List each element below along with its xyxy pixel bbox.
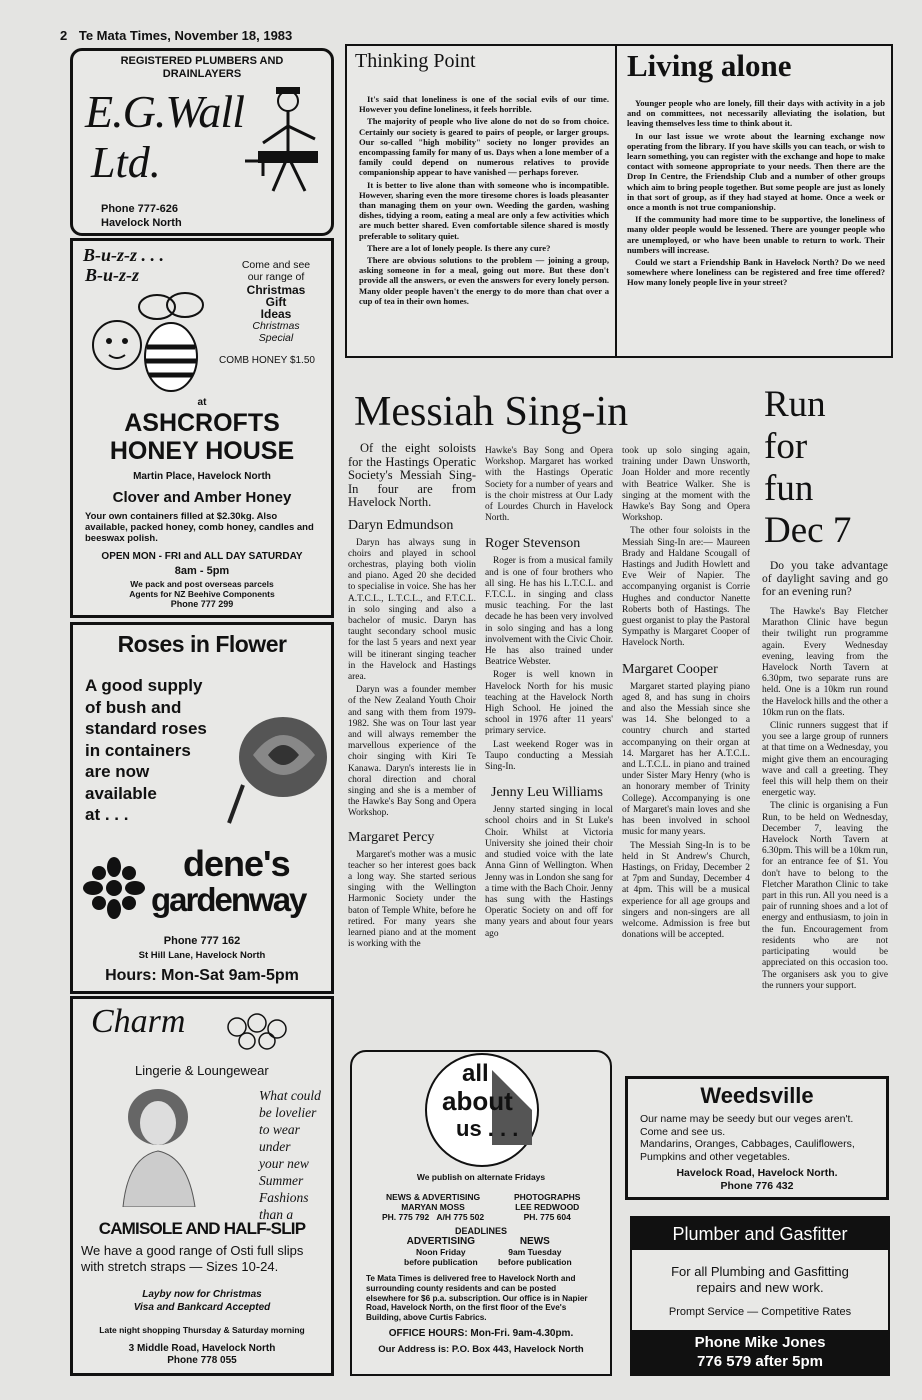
about-us-box bbox=[350, 1050, 612, 1376]
honey-ideas: Ideas bbox=[260, 307, 292, 321]
run-lead: Do you take advantage of daylight saving and go for an evening run? bbox=[762, 560, 888, 598]
honey-christmas: Christmas bbox=[246, 283, 306, 297]
charm-body: We have a good range of Osti full slips with stretch straps — Sizes 10-24. bbox=[81, 1243, 304, 1274]
living-para: If the community had more time to be supportive, the loneliness of many older people would be lessened. There are younger people who are unemployed, or who have been unable to return to work. Their numbers will increase. bbox=[627, 214, 885, 255]
living-para: Could we start a Friendship Bank in Havelock North? Do we need somewhere where loneliness can be registered and free time offered? How many lonely people live in your street? bbox=[627, 257, 885, 288]
living-title: Living alone bbox=[627, 48, 792, 83]
charm-layby: Layby now for Christmas bbox=[142, 1289, 262, 1300]
about-adv-time: Noon Friday bbox=[416, 1247, 466, 1257]
ad-denes-gardenway bbox=[70, 622, 334, 994]
messiah-column-1 bbox=[348, 442, 476, 952]
roses-line: standard roses bbox=[85, 719, 207, 738]
woman-photo bbox=[103, 1087, 213, 1207]
about-adv-block bbox=[404, 1237, 478, 1267]
about-alternate: We publish on alternate Fridays bbox=[416, 1172, 546, 1182]
col3-para: The other four soloists in the Messiah Sing-In are:— Maureen Brady and Haldane Scougall of Hastings and Judith Howlett and Eve Weir of Napier. The accompanying organist is Corrie Hughes and conductor Nanette Roberts both of Hastings. The guest organist to play the Pastoral Sympathy is Margaret Cooper of Havelock North. bbox=[622, 526, 750, 649]
weeds-line: Pumpkins and other vegetables. bbox=[640, 1150, 791, 1163]
daryn-para: Daryn was a founder member of the New Zealand Youth Choir and sang with them from 1979-1982. She was on Tour last year and will always remember the marvellous experience of the choir singing with Kiri Te Kanawa. Daryn's interests lie in choral direction and choral singing and she is a member of the Hawke's Bay Song and Opera Workshop. bbox=[348, 685, 476, 819]
messiah-headline: Messiah Sing-in bbox=[354, 389, 629, 435]
thinking-para: It's said that loneliness is one of the social evils of our time. However you define loneliness, it feels horrible. bbox=[359, 94, 609, 115]
weeds-line: Our name may be seedy but our veges aren't. bbox=[640, 1113, 854, 1125]
run-headline-line: fun bbox=[764, 468, 814, 509]
wall-place: Havelock North bbox=[101, 217, 182, 229]
charm-headline: CAMISOLE AND HALF-SLIP bbox=[98, 1219, 306, 1238]
run-headline-line: Run bbox=[764, 384, 826, 425]
cooper-para: The Messiah Sing-In is to be held in St Andrew's Church, Hastings, on Friday, December 2 at 7pm and Sunday, December 4 at 4pm. This will be a musical experience for all age groups and singers and non-singers are all welcome. Admission is free but donations will be accepted. bbox=[622, 840, 750, 941]
bee-illustration bbox=[79, 287, 209, 407]
thinking-para: It is better to live alone than with someone who is incompatible. However, sharing even the more tiresome chores is loads pleasanter than managing them on your own. Weeding the garden, washing dishes, tidying a room, eating a meal are only a few activities which are much better shared. Even comfortable silence shared is mostly preferable to solitary quiet. bbox=[359, 179, 609, 241]
plumber-line1: For all Plumbing and Gasfitting bbox=[671, 1264, 849, 1279]
plumber-title-bar bbox=[632, 1218, 888, 1250]
cooper-para: Margaret started playing piano aged 8, and has sung in choirs and also the Messiah since she was 14. She belonged to a country church and started accompanying on their organ at 14. Margaret has her A.T.C.L. and L.T.C.L. in piano and trained under Sister Mary Henry (who is an honorary member of Trinity College). Accompanying is one of Margaret's main loves and she has been involved in school music for many years. bbox=[622, 681, 750, 838]
wall-top-line1: REGISTERED PLUMBERS AND bbox=[120, 55, 284, 67]
charm-script bbox=[259, 1087, 331, 1223]
plumber-figure-illustration bbox=[243, 81, 333, 201]
charm-script-line: be lovelier bbox=[259, 1105, 317, 1120]
honey-product: Clover and Amber Honey bbox=[112, 489, 292, 506]
honey-intro-line1: Come and see bbox=[241, 259, 311, 271]
messiah-column-2 bbox=[485, 446, 613, 942]
honey-hours: 8am - 5pm bbox=[174, 565, 230, 577]
ad-plumber-gasfitter bbox=[630, 1216, 890, 1376]
buzz-line1: B-u-z-z . . . bbox=[83, 245, 165, 265]
wall-ltd: Ltd. bbox=[91, 138, 161, 187]
roger-para: Roger is well known in Havelock North for his music teaching at the Havelock North High School. He joined the school in 1976 after 11 years' primary service. bbox=[485, 670, 613, 737]
plumber-phone2: 776 579 after 5pm bbox=[697, 1353, 823, 1370]
living-para: Younger people who are lonely, fill their days with activity in a job and on committees, not necessarily alleviating the isolation, but leaving themselves less time to think about it. bbox=[627, 98, 885, 129]
honey-phone: Phone 777 299 bbox=[170, 599, 234, 609]
charm-script-line: Summer bbox=[259, 1173, 304, 1188]
thinking-para: There are obvious solutions to the problem — joining a group, asking someone in for a meal, going out more. But these don't provide all the answers, or even the answers for every lonely person. Many older people haven't the energy to do more than chat over a cup of tea in their own homes. bbox=[359, 255, 609, 306]
about-news-phone: PH. 775 792 bbox=[382, 1212, 430, 1222]
roses-hours: Hours: Mon-Sat 9am-5pm bbox=[105, 967, 299, 984]
thinking-point-box bbox=[345, 44, 893, 358]
charm-script-line: than a bbox=[259, 1207, 294, 1222]
heading-daryn: Daryn Edmundson bbox=[348, 517, 454, 533]
ad-weedsville bbox=[625, 1076, 889, 1200]
weeds-line: Mandarins, Oranges, Cabbages, Cauliflowers, bbox=[640, 1138, 855, 1150]
about-office-hours: OFFICE HOURS: Mon-Fri. 9am-4.30pm. bbox=[388, 1328, 574, 1339]
wall-top-line2: DRAINLAYERS bbox=[162, 68, 242, 80]
charm-cards: Visa and Bankcard Accepted bbox=[133, 1302, 271, 1313]
about-adv-heading: ADVERTISING bbox=[406, 1236, 475, 1247]
roses-line: available bbox=[85, 783, 157, 803]
roses-line: of bush and bbox=[85, 697, 182, 717]
thinking-title: Thinking Point bbox=[355, 50, 476, 72]
jenny-para: Jenny started singing in local school choirs and in St Luke's Choir. Whilst at Victoria University she joined their choir and studied voice with the late Anna Ginn of Wellington. When Jenny was in London she sang for a time with the Bach Choir. Jenny has sung with the Hastings Operatic Society on and off for many years and about four years ago bbox=[485, 805, 613, 939]
honey-name1: ASHCROFTS bbox=[124, 409, 280, 437]
charm-tagline: Lingerie & Loungewear bbox=[135, 1063, 269, 1078]
gardenway-brand: gardenway bbox=[151, 881, 306, 918]
heading-roger: Roger Stevenson bbox=[485, 536, 581, 552]
honey-special2: Special bbox=[258, 332, 294, 344]
honey-agents: Agents for NZ Beehive Components bbox=[129, 589, 275, 599]
honey-description: Your own containers filled at $2.30kg. Also available, packed honey, comb honey, candles and beeswax polish. bbox=[85, 511, 314, 544]
living-body bbox=[627, 98, 885, 290]
ad-ashcrofts-honey bbox=[70, 238, 334, 618]
about-free-delivery: Te Mata Times is delivered free to Havelock North and surrounding county residents and can be posted elsewhere for $6 p.a. subscription. Our office is in Napier Road, Havelock North, on the first floor of the Eve's Building, above Curtis Fabrics. bbox=[366, 1274, 588, 1323]
charm-late: Late night shopping Thursday & Saturday morning bbox=[99, 1325, 305, 1335]
honey-at: at bbox=[197, 397, 207, 408]
thinking-para: There are a lot of lonely people. Is there any cure? bbox=[367, 242, 551, 253]
honey-pack: We pack and post overseas parcels bbox=[130, 579, 274, 589]
heading-percy: Margaret Percy bbox=[348, 829, 435, 845]
weeds-line: Come and see us. bbox=[640, 1125, 726, 1138]
about-photo-phone: PH. 775 604 bbox=[523, 1212, 571, 1222]
honey-comb-price: COMB HONEY $1.50 bbox=[219, 355, 315, 366]
honey-gift: Gift bbox=[265, 295, 287, 309]
roses-line: in containers bbox=[85, 740, 191, 760]
about-photo-heading: PHOTOGRAPHS bbox=[514, 1192, 581, 1202]
charm-script-line: your new bbox=[259, 1156, 309, 1171]
run-headline-line: Dec 7 bbox=[764, 510, 852, 551]
heading-cooper: Margaret Cooper bbox=[622, 661, 718, 677]
run-para: The Hawke's Bay Fletcher Marathon Clinic have begun their twilight run programme again. Every Wednesday evening, leaving from the Havelock North Tavern at 6.30pm, two separate runs are held. One is a 10km run round the Havelock hills and the other a 10km run on the flats. bbox=[762, 607, 888, 718]
page-header bbox=[60, 28, 292, 43]
charm-address: 3 Middle Road, Havelock North bbox=[128, 1343, 276, 1354]
denes-brand: dene's bbox=[183, 843, 290, 884]
roger-para: Last weekend Roger was in Taupo conducting a Messiah Sing-In. bbox=[485, 739, 613, 773]
charm-logo: Charm bbox=[91, 1003, 186, 1040]
plumber-line2: repairs and new work. bbox=[696, 1280, 824, 1295]
about-newsdl-before: before publication bbox=[498, 1257, 572, 1267]
run-para: The clinic is organising a Fun Run, to be held on Wednesday, December 7, leaving the Havelock North Tavern at 6.30pm. This will be a 10km run, for an entrance fee of $1. You don't have to belong to the Fletcher Marathon Clinic to take part in this run. All you need is a pair of running shoes and a lot of energy and enthusiasm, to join in the fun. Encouragement from residents who are not participating would be appreciated on this occasion too. The organisers ask you to give the runners your support. bbox=[762, 801, 888, 991]
daryn-para: Daryn has always sung in choirs and played in school orchestras, playing both violin and piano. Aged 20 she decided to specialise in voice. She has her A.T.C.L., L.T.C.L., and F.T.C.L. in solo singing and also a bachelor of music. Daryn has taught secondary school music for the last 5 years and next year will be itinerant singing teacher in the Havelock and Hastings area. bbox=[348, 537, 476, 682]
about-adv-before: before publication bbox=[404, 1257, 478, 1267]
honey-address: Martin Place, Havelock North bbox=[133, 471, 271, 482]
honey-name2: HONEY HOUSE bbox=[109, 437, 295, 465]
page-number: 2 bbox=[60, 28, 68, 43]
charm-script-line: Fashions bbox=[259, 1190, 309, 1205]
flower-decoration-icon bbox=[223, 1009, 293, 1053]
plumber-phone-bar bbox=[632, 1330, 888, 1374]
wall-phone: Phone 777-626 bbox=[101, 203, 179, 215]
roses-line: A good supply bbox=[85, 676, 203, 695]
rose-illustration bbox=[223, 695, 333, 825]
honey-open: OPEN MON - FRI and ALL DAY SATURDAY bbox=[101, 551, 303, 562]
about-newsdl-block bbox=[498, 1237, 572, 1267]
weeds-address: Havelock Road, Havelock North. bbox=[676, 1167, 838, 1179]
col2-para: Hawke's Bay Song and Opera Workshop. Margaret has worked with the Hastings Operatic Society for a number of years and is the choir mistress at Our Lady of Lourdes Church in Havelock North. bbox=[485, 446, 613, 524]
messiah-column-3 bbox=[622, 446, 750, 943]
about-photo-block bbox=[514, 1192, 580, 1222]
honey-intro-line2: our range of bbox=[247, 271, 305, 283]
roses-phone: Phone 777 162 bbox=[163, 935, 241, 947]
masthead: Te Mata Times, November 18, 1983 bbox=[78, 28, 293, 43]
about-news-ah: A/H 775 502 bbox=[436, 1212, 485, 1222]
roses-address: St Hill Lane, Havelock North bbox=[138, 950, 266, 961]
buzz-line2: B-u-z-z bbox=[85, 265, 140, 285]
weeds-title: Weedsville bbox=[700, 1083, 814, 1108]
living-para: In our last issue we wrote about the learning exchange now operating from the library. If you have skills you can teach, or wish to learn something, you can register with the exchange and hope to make contact with someone appropriate to your needs. Then there are the Drop In Centre, the Friendship Club and a number of other groups which aim to bring people together. But some people are just as lonely in that sort of group, as if they had stayed at home. Once a week or once a month is not true companionship. bbox=[627, 130, 885, 213]
flower-logo-icon bbox=[83, 857, 145, 919]
roses-lines bbox=[85, 675, 207, 826]
ad-charm-lingerie bbox=[70, 996, 334, 1376]
honey-special1: Christmas bbox=[252, 320, 300, 332]
about-news-phones bbox=[382, 1212, 484, 1222]
about-news-heading: NEWS & ADVERTISING bbox=[385, 1192, 481, 1202]
roses-line: are now bbox=[85, 762, 150, 781]
percy-para: Margaret's mother was a music teacher so her interest goes back a long way. She started serious singing with the Wellington Harmonic Society under the baton of Temple White, before he retired. For many years she learned piano and at the moment is working with the bbox=[348, 849, 476, 950]
heading-jenny: Jenny Leu Williams bbox=[491, 785, 603, 801]
about-deadlines: DEADLINES bbox=[454, 1226, 507, 1236]
roger-para: Roger is from a musical family and is one of four brothers who all sing. He has his L.T.C.L. and F.T.C.L. in singing and class music teaching. For the last decade he has been very involved in solo singing and has a long involvement with the Civic Choir. He has also trained under Beatrice Webster. bbox=[485, 556, 613, 668]
charm-script-line: to wear under bbox=[259, 1122, 300, 1154]
plumber-title: Plumber and Gasfitter bbox=[672, 1224, 848, 1244]
run-para: Clinic runners suggest that if you see a large group of runners at that time on a Wednesday, you might give them an encouraging wave and call a greeting. They feel this will help them on their energetic way. bbox=[762, 721, 888, 799]
thinking-body bbox=[359, 94, 609, 308]
about-newsdl-time: 9am Tuesday bbox=[508, 1247, 562, 1257]
honey-intro bbox=[221, 259, 331, 344]
run-headline-line: for bbox=[764, 426, 808, 467]
about-logo-about: about bbox=[442, 1086, 513, 1116]
run-headline bbox=[764, 384, 851, 552]
thinking-para: The majority of people who live alone do not do so from choice. Certainly our society is geared to pairs of people, or larger groups. Our so-called "high mobility" society no longer provides an encompassing family for many of us. Days when a lone member of a family could depend on numerous relatives to provide companionship appear to have vanished — perhaps forever. bbox=[359, 116, 609, 178]
weeds-body bbox=[640, 1113, 855, 1163]
about-address: Our Address is: P.O. Box 443, Havelock North bbox=[378, 1344, 584, 1355]
run-column bbox=[762, 560, 888, 994]
col3-para: took up solo singing again, training under Dawn Unsworth, Joan Holder and more recently with Beatrice Walker. She is singing at the moment with the Hawke's Bay Song and Opera Workshop. bbox=[622, 446, 750, 524]
about-news-block bbox=[382, 1192, 484, 1222]
about-news-name: MARYAN MOSS bbox=[401, 1202, 465, 1212]
about-newsdl-heading: NEWS bbox=[519, 1236, 550, 1247]
charm-script-line: What could bbox=[259, 1088, 321, 1103]
about-logo-all: all bbox=[462, 1060, 489, 1087]
weeds-phone: Phone 776 432 bbox=[720, 1180, 794, 1192]
charm-phone: Phone 778 055 bbox=[167, 1355, 237, 1366]
about-logo-us: us . . . bbox=[456, 1116, 519, 1141]
roses-title: Roses in Flower bbox=[117, 631, 287, 657]
roses-line: at . . . bbox=[85, 805, 129, 824]
wall-name: E.G.Wall bbox=[85, 86, 244, 137]
column-divider bbox=[615, 46, 617, 356]
messiah-lead: Of the eight soloists for the Hastings Operatic Society's Messiah Sing-In four are from Havelock North. bbox=[348, 441, 476, 509]
plumber-phone1: Phone Mike Jones bbox=[694, 1334, 826, 1351]
about-photo-name: LEE REDWOOD bbox=[515, 1202, 580, 1212]
ad-eg-wall bbox=[70, 48, 334, 236]
plumber-line3: Prompt Service — Competitive Rates bbox=[668, 1306, 852, 1318]
